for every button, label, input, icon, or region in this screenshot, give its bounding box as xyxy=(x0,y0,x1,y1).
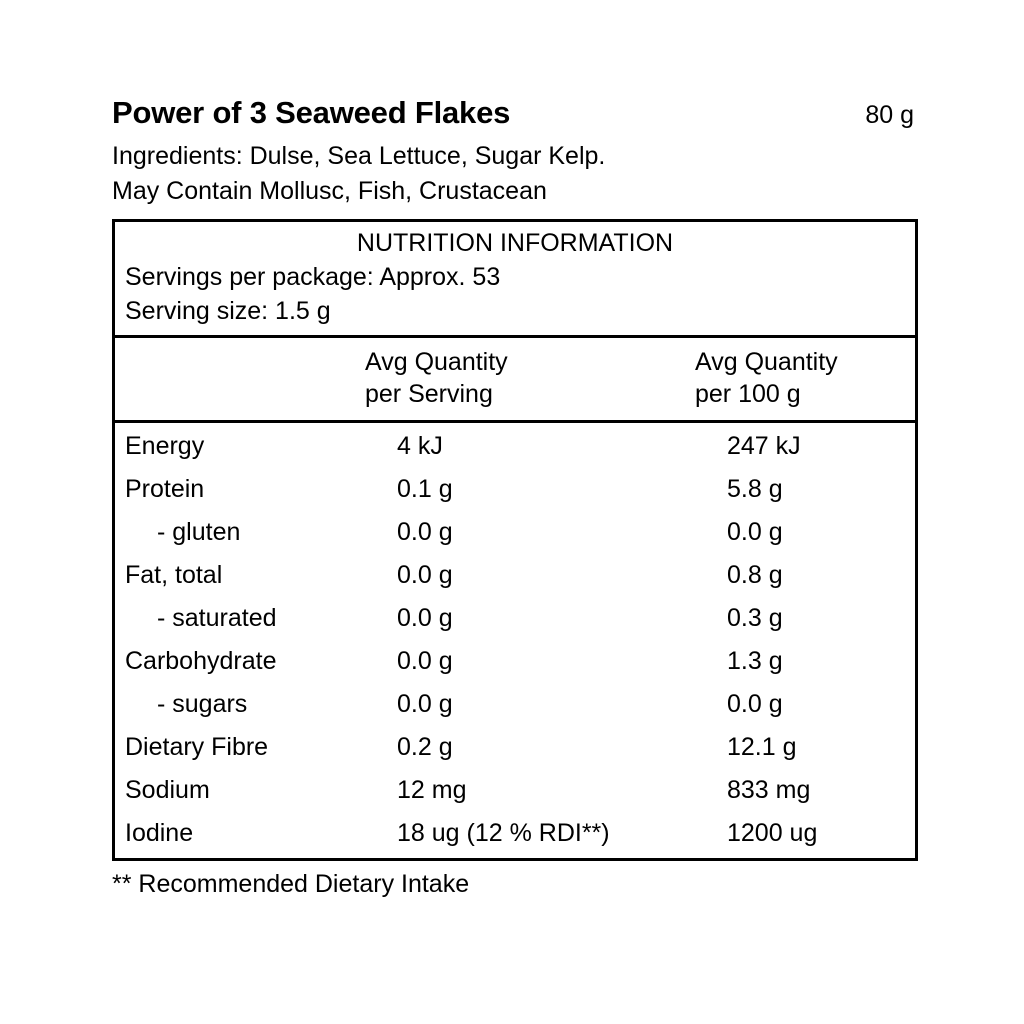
value-per-100g: 833 mg xyxy=(727,775,811,804)
panel-title: NUTRITION INFORMATION xyxy=(356,229,674,258)
value-per-100g: 0.8 g xyxy=(727,560,783,589)
serving-size: Serving size: 1.5 g xyxy=(125,296,331,325)
value-per-serving: 0.0 g xyxy=(397,646,453,675)
value-per-serving: 0.0 g xyxy=(397,689,453,718)
value-per-serving: 4 kJ xyxy=(397,431,443,460)
table-row xyxy=(115,812,915,858)
value-per-serving: 0.1 g xyxy=(397,474,453,503)
servings-block xyxy=(115,261,915,335)
per-serving-line-1: Avg Quantity xyxy=(365,347,508,376)
nutrient-name: - sugars xyxy=(157,689,248,718)
nutrient-name: Fat, total xyxy=(125,560,223,589)
value-per-serving: 0.0 g xyxy=(397,517,453,546)
table-row xyxy=(115,423,915,468)
column-header-per-serving xyxy=(365,338,695,420)
footnote: ** Recommended Dietary Intake xyxy=(112,869,470,898)
nutrient-name: - gluten xyxy=(157,517,241,546)
column-header-nutrient xyxy=(115,338,365,420)
value-per-serving: 0.0 g xyxy=(397,560,453,589)
nutrition-table xyxy=(115,338,915,420)
per-serving-line-2: per Serving xyxy=(365,380,493,409)
table-row xyxy=(115,769,915,812)
per-100g-line-2: per 100 g xyxy=(695,380,801,409)
table-row xyxy=(115,683,915,726)
per-100g-line-1: Avg Quantity xyxy=(695,347,838,376)
value-per-100g: 0.0 g xyxy=(727,517,783,546)
net-weight: 80 g xyxy=(865,101,914,129)
nutrient-name: Iodine xyxy=(125,818,194,847)
value-per-serving: 12 mg xyxy=(397,775,467,804)
nutrient-name: Sodium xyxy=(125,775,210,804)
table-row xyxy=(115,597,915,640)
value-per-serving: 0.2 g xyxy=(397,732,453,761)
table-row xyxy=(115,554,915,597)
ingredients-line-1: Ingredients: Dulse, Sea Lettuce, Sugar Kelp. xyxy=(112,142,606,171)
ingredients-block xyxy=(112,139,916,208)
value-per-100g: 1200 ug xyxy=(727,818,818,847)
table-row xyxy=(115,726,915,769)
value-per-100g: 5.8 g xyxy=(727,474,783,503)
value-per-100g: 0.0 g xyxy=(727,689,783,718)
table-row xyxy=(115,511,915,554)
nutrient-name: Carbohydrate xyxy=(125,646,277,675)
value-per-100g: 0.3 g xyxy=(727,603,783,632)
value-per-100g: 12.1 g xyxy=(727,732,797,761)
nutrient-name: Dietary Fibre xyxy=(125,732,269,761)
allergen-line: May Contain Mollusc, Fish, Crustacean xyxy=(112,176,547,205)
table-header-row xyxy=(115,338,915,420)
value-per-100g: 247 kJ xyxy=(727,431,801,460)
table-row xyxy=(115,468,915,511)
servings-per-package: Servings per package: Approx. 53 xyxy=(125,263,501,292)
value-per-serving: 0.0 g xyxy=(397,603,453,632)
nutrient-name: - saturated xyxy=(157,603,277,632)
value-per-100g: 1.3 g xyxy=(727,646,783,675)
nutrient-name: Energy xyxy=(125,431,205,460)
nutrition-values-table xyxy=(115,423,915,858)
nutrition-information-panel xyxy=(112,219,918,861)
label-header xyxy=(112,96,916,130)
table-row xyxy=(115,640,915,683)
page-title: Power of 3 Seaweed Flakes xyxy=(112,95,511,130)
column-header-per-100g xyxy=(695,338,915,420)
value-per-serving: 18 ug (12 % RDI**) xyxy=(397,818,610,847)
nutrient-name: Protein xyxy=(125,474,205,503)
